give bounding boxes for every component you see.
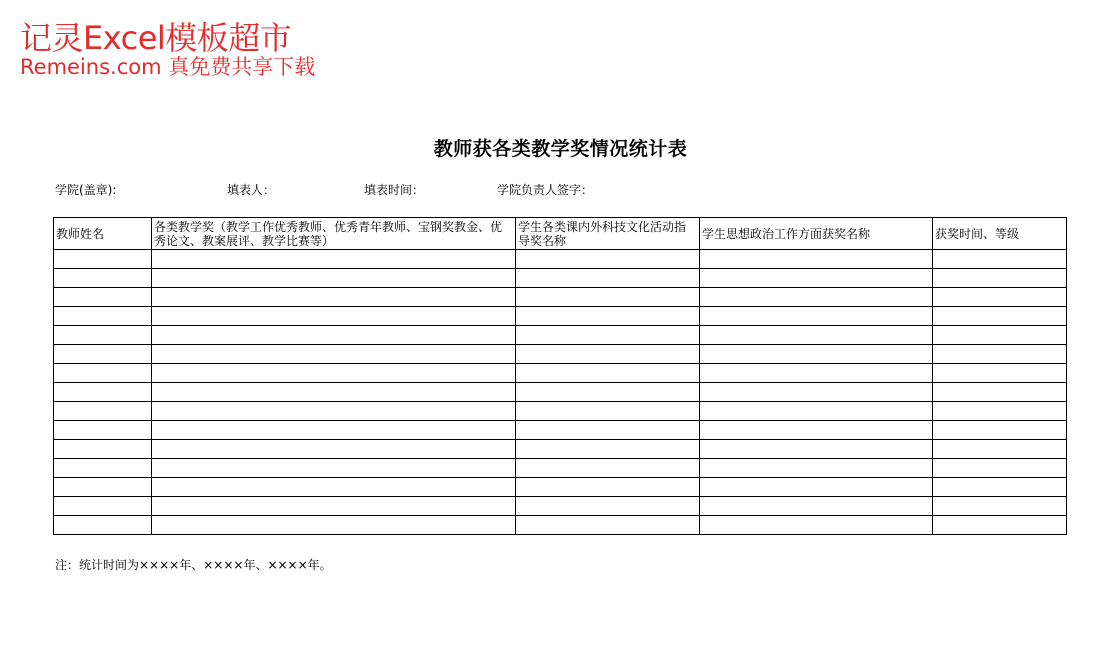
- table-cell[interactable]: [700, 364, 933, 383]
- table-row: [54, 440, 1067, 459]
- table-cell[interactable]: [516, 326, 700, 345]
- table-cell[interactable]: [933, 288, 1067, 307]
- table-row: [54, 345, 1067, 364]
- table-cell[interactable]: [152, 421, 516, 440]
- table-cell[interactable]: [933, 402, 1067, 421]
- table-cell[interactable]: [152, 402, 516, 421]
- table-cell[interactable]: [516, 459, 700, 478]
- table-cell[interactable]: [700, 383, 933, 402]
- table-cell[interactable]: [933, 250, 1067, 269]
- header-teacher-name: 教师姓名: [54, 218, 152, 250]
- table-row: [54, 497, 1067, 516]
- header-teaching-awards: 各类教学奖（教学工作优秀教师、优秀青年教师、宝钢奖教金、优秀论文、教案展评、教学比赛等）: [152, 218, 516, 250]
- table-cell[interactable]: [516, 421, 700, 440]
- table-row: [54, 402, 1067, 421]
- table-cell[interactable]: [54, 440, 152, 459]
- table-row: [54, 269, 1067, 288]
- table-cell[interactable]: [152, 269, 516, 288]
- table-cell[interactable]: [516, 383, 700, 402]
- document-title: [0, 134, 1119, 161]
- table-cell[interactable]: [933, 383, 1067, 402]
- table-cell[interactable]: [54, 269, 152, 288]
- table-cell[interactable]: [933, 440, 1067, 459]
- college-seal-label: 学院(盖章):: [55, 183, 117, 197]
- table-cell[interactable]: [152, 250, 516, 269]
- table-cell[interactable]: [54, 497, 152, 516]
- table-body: [54, 250, 1067, 535]
- table-cell[interactable]: [54, 516, 152, 535]
- table-cell[interactable]: [700, 497, 933, 516]
- header-political-work-awards: 学生思想政治工作方面获奖名称: [700, 218, 933, 250]
- table-cell[interactable]: [933, 307, 1067, 326]
- table-cell[interactable]: [152, 326, 516, 345]
- table-cell[interactable]: [516, 497, 700, 516]
- table-cell[interactable]: [54, 402, 152, 421]
- table-cell[interactable]: [516, 440, 700, 459]
- table-cell[interactable]: [933, 326, 1067, 345]
- table-header-row: [54, 218, 1067, 250]
- table-cell[interactable]: [933, 459, 1067, 478]
- header-student-activity-awards: 学生各类课内外科技文化活动指导奖名称: [516, 218, 700, 250]
- table-row: [54, 516, 1067, 535]
- table-row: [54, 307, 1067, 326]
- table-cell[interactable]: [152, 440, 516, 459]
- table-row: [54, 326, 1067, 345]
- table-cell[interactable]: [516, 307, 700, 326]
- table-cell[interactable]: [54, 288, 152, 307]
- table-cell[interactable]: [54, 307, 152, 326]
- table-cell[interactable]: [700, 326, 933, 345]
- table-cell[interactable]: [54, 364, 152, 383]
- watermark-subtitle: Remeins.com 真免费共享下载: [20, 55, 316, 79]
- table-row: [54, 421, 1067, 440]
- table-row: [54, 478, 1067, 497]
- table-cell[interactable]: [933, 364, 1067, 383]
- table-cell[interactable]: [54, 326, 152, 345]
- document-title-text: 教师获各类教学奖情况统计表: [433, 138, 688, 160]
- table-cell[interactable]: [54, 459, 152, 478]
- table-cell[interactable]: [700, 478, 933, 497]
- table-row: [54, 383, 1067, 402]
- table-cell[interactable]: [933, 478, 1067, 497]
- table-cell[interactable]: [152, 497, 516, 516]
- table-cell[interactable]: [933, 516, 1067, 535]
- table-cell[interactable]: [152, 383, 516, 402]
- table-cell[interactable]: [700, 345, 933, 364]
- table-cell[interactable]: [152, 364, 516, 383]
- table-cell[interactable]: [516, 516, 700, 535]
- table-cell[interactable]: [700, 421, 933, 440]
- table-cell[interactable]: [152, 516, 516, 535]
- table-cell[interactable]: [516, 345, 700, 364]
- table-cell[interactable]: [516, 250, 700, 269]
- table-cell[interactable]: [54, 383, 152, 402]
- table-cell[interactable]: [516, 364, 700, 383]
- table-cell[interactable]: [152, 288, 516, 307]
- award-stats-table: [53, 217, 1067, 535]
- table-cell[interactable]: [54, 421, 152, 440]
- table-cell[interactable]: [152, 345, 516, 364]
- fill-time-label: 填表时间：: [364, 183, 425, 197]
- table-cell[interactable]: [516, 478, 700, 497]
- table-cell[interactable]: [700, 440, 933, 459]
- signature-label: 学院负责人签字：: [497, 183, 594, 197]
- table-cell[interactable]: [152, 478, 516, 497]
- table-row: [54, 250, 1067, 269]
- table-cell[interactable]: [54, 250, 152, 269]
- table-cell[interactable]: [54, 478, 152, 497]
- table-cell[interactable]: [54, 345, 152, 364]
- table-cell[interactable]: [700, 250, 933, 269]
- table-cell[interactable]: [152, 459, 516, 478]
- table-row: [54, 288, 1067, 307]
- table-cell[interactable]: [700, 402, 933, 421]
- watermark-title: 记灵Excel模板超市: [20, 19, 292, 57]
- table-cell[interactable]: [516, 269, 700, 288]
- table-cell[interactable]: [700, 459, 933, 478]
- table-cell[interactable]: [700, 269, 933, 288]
- table-cell[interactable]: [700, 307, 933, 326]
- table-row: [54, 364, 1067, 383]
- table-row: [54, 459, 1067, 478]
- table-cell[interactable]: [516, 288, 700, 307]
- header-award-time-level: 获奖时间、等级: [933, 218, 1067, 250]
- table-cell[interactable]: [700, 288, 933, 307]
- table-cell[interactable]: [933, 497, 1067, 516]
- table-cell[interactable]: [933, 345, 1067, 364]
- table-cell[interactable]: [700, 516, 933, 535]
- table-cell[interactable]: [516, 402, 700, 421]
- table-cell[interactable]: [933, 421, 1067, 440]
- table-cell[interactable]: [152, 307, 516, 326]
- footnote: 注：统计时间为××××年、××××年、××××年。: [55, 558, 332, 572]
- table-cell[interactable]: [933, 269, 1067, 288]
- filler-label: 填表人：: [227, 183, 276, 197]
